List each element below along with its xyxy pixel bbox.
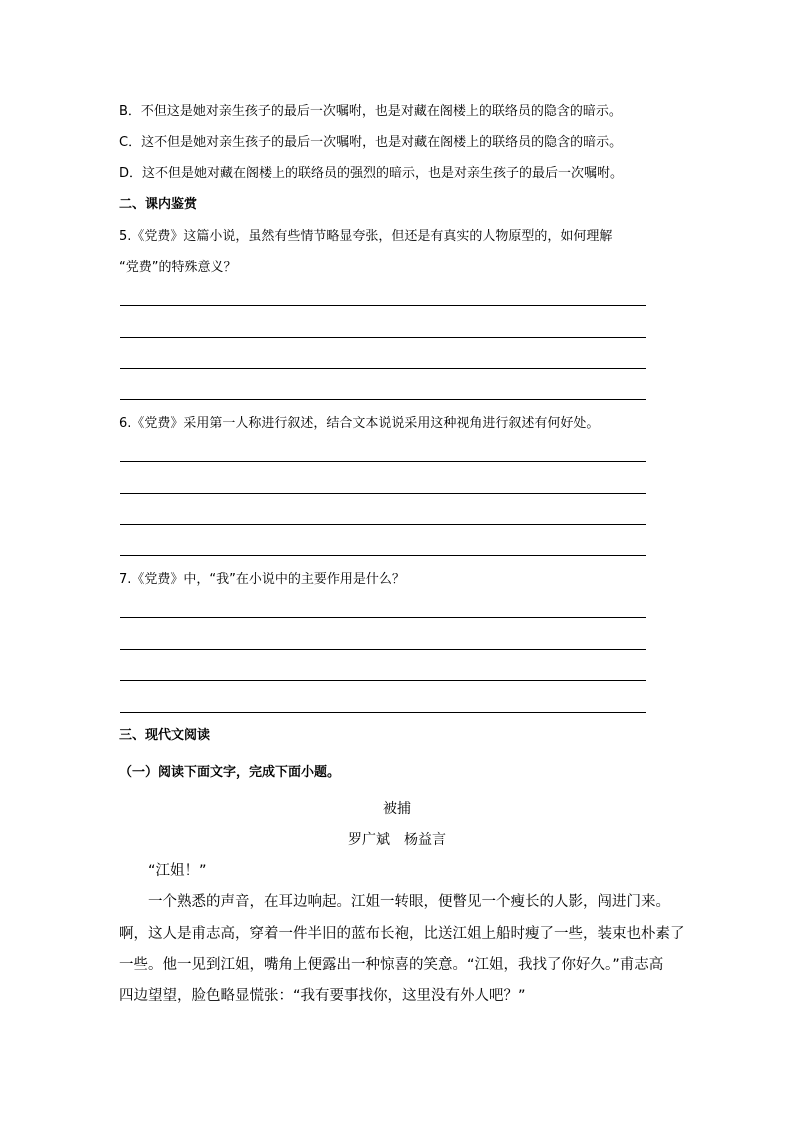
option-d: D．这不但是她对藏在阁楼上的联络员的强烈的暗示，也是对亲生孩子的最后一次嘱咐。 (119, 166, 624, 181)
answer-line (120, 712, 646, 713)
answer-line (120, 305, 646, 306)
section-heading-2: 二、课内鉴赏 (119, 197, 198, 212)
answer-line (120, 680, 646, 681)
answer-line (120, 399, 646, 400)
section-heading-3: 三、现代文阅读 (119, 728, 211, 743)
story-title: 被捕 (383, 801, 411, 817)
story-paragraph: “江姐！” (119, 863, 207, 879)
story-paragraph: 啊，这人是甫志高，穿着一件半旧的蓝布长袍，比送江姐上船时瘦了一些，装束也朴素了 (119, 926, 685, 942)
answer-line (120, 461, 646, 462)
answer-line (120, 555, 646, 556)
story-authors: 罗广斌 杨益言 (348, 832, 446, 848)
option-c: C．这不但是她对亲生孩子的最后一次嘱咐，也是对藏在阁楼上的联络员的隐含的暗示。 (119, 135, 623, 150)
answer-line (120, 617, 646, 618)
story-paragraph: 一些。他一见到江姐，嘴角上便露出一种惊喜的笑意。“江姐，我找了你好久。”甫志高 (119, 957, 664, 973)
question-5-line-1: 5.《党费》这篇小说，虽然有些情节略显夸张，但还是有真实的人物原型的，如何理解 (119, 229, 613, 244)
option-b: B．不但这是她对亲生孩子的最后一次嘱咐，也是对藏在阁楼上的联络员的隐含的暗示。 (119, 104, 622, 119)
story-paragraph: 一个熟悉的声音，在耳边响起。江姐一转眼，便瞥见一个瘦长的人影，闯进门来。 (119, 894, 670, 910)
answer-line (120, 493, 646, 494)
answer-line (120, 337, 646, 338)
question-7: 7.《党费》中，“我”在小说中的主要作用是什么？ (119, 572, 405, 587)
question-5-line-2: “党费”的特殊意义？ (119, 260, 237, 275)
story-paragraph: 四边望望，脸色略显慌张：“我有要事找你，这里没有外人吧？” (119, 988, 526, 1004)
question-6: 6.《党费》采用第一人称进行叙述，结合文本说说采用这种视角进行叙述有何好处。 (119, 416, 600, 431)
answer-line (120, 368, 646, 369)
answer-line (120, 649, 646, 650)
reading-instruction: （一）阅读下面文字，完成下面小题。 (119, 765, 341, 780)
answer-line (120, 524, 646, 525)
